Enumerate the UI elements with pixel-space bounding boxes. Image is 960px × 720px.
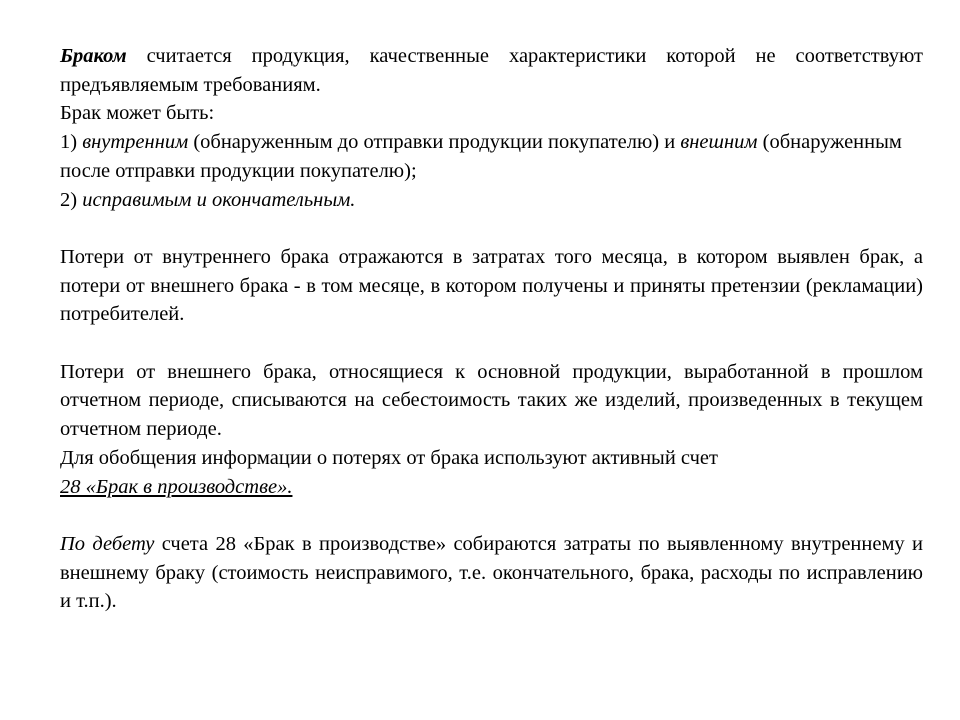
account-intro-paragraph: Для обобщения информации о потерях от брака используют активный счет xyxy=(60,446,718,469)
spacer xyxy=(60,329,923,358)
debit-term: По дебету xyxy=(60,532,155,555)
document-body xyxy=(60,42,923,616)
definition-paragraph xyxy=(60,42,923,99)
types-item-2 xyxy=(60,186,923,215)
internal-desc: (обнаруженным до отправки продукции покупателю) и xyxy=(188,131,681,154)
types-item-1 xyxy=(60,128,923,185)
correctable-final-term: исправимым и окончательным. xyxy=(82,188,356,211)
types-item-1-number: 1) xyxy=(60,131,83,154)
external-term: внешним xyxy=(680,131,758,154)
types-item-2-number: 2) xyxy=(60,188,83,211)
spacer xyxy=(60,214,923,243)
debit-paragraph xyxy=(60,530,923,616)
external-prior-period-paragraph: Потери от внешнего брака, относящиеся к основной продукции, выработанной в прошлом отчетном периоде, списываются на себестоимость таких же изделий, произведенных в текущем отчетном периоде. xyxy=(60,360,923,441)
internal-term: внутренним xyxy=(82,131,189,154)
spacer xyxy=(60,501,923,530)
debit-text: счета 28 «Брак в производстве» собираются затраты по выявленному внутреннему и внешнему браку (стоимость неисправимого, т.е. окончательного, брака, расходы по исправлению и т.п.). xyxy=(60,532,923,613)
definition-text: считается продукция, качественные характеристики которой не соответствуют предъявляемым требованиям. xyxy=(60,45,923,96)
account-name-line xyxy=(60,473,923,502)
losses-timing-paragraph: Потери от внутреннего брака отражаются в затратах того месяца, в котором выявлен брак, а потери от внешнего брака - в том месяце, в котором получены и приняты претензии (рекламации) потребителей. xyxy=(60,245,923,326)
account-name: 28 «Брак в производстве». xyxy=(60,475,293,498)
types-intro: Брак может быть: xyxy=(60,102,215,125)
defined-term: Браком xyxy=(60,45,127,67)
external-desc: (обнаруженным после отправки продукции покупателю); xyxy=(60,131,902,182)
